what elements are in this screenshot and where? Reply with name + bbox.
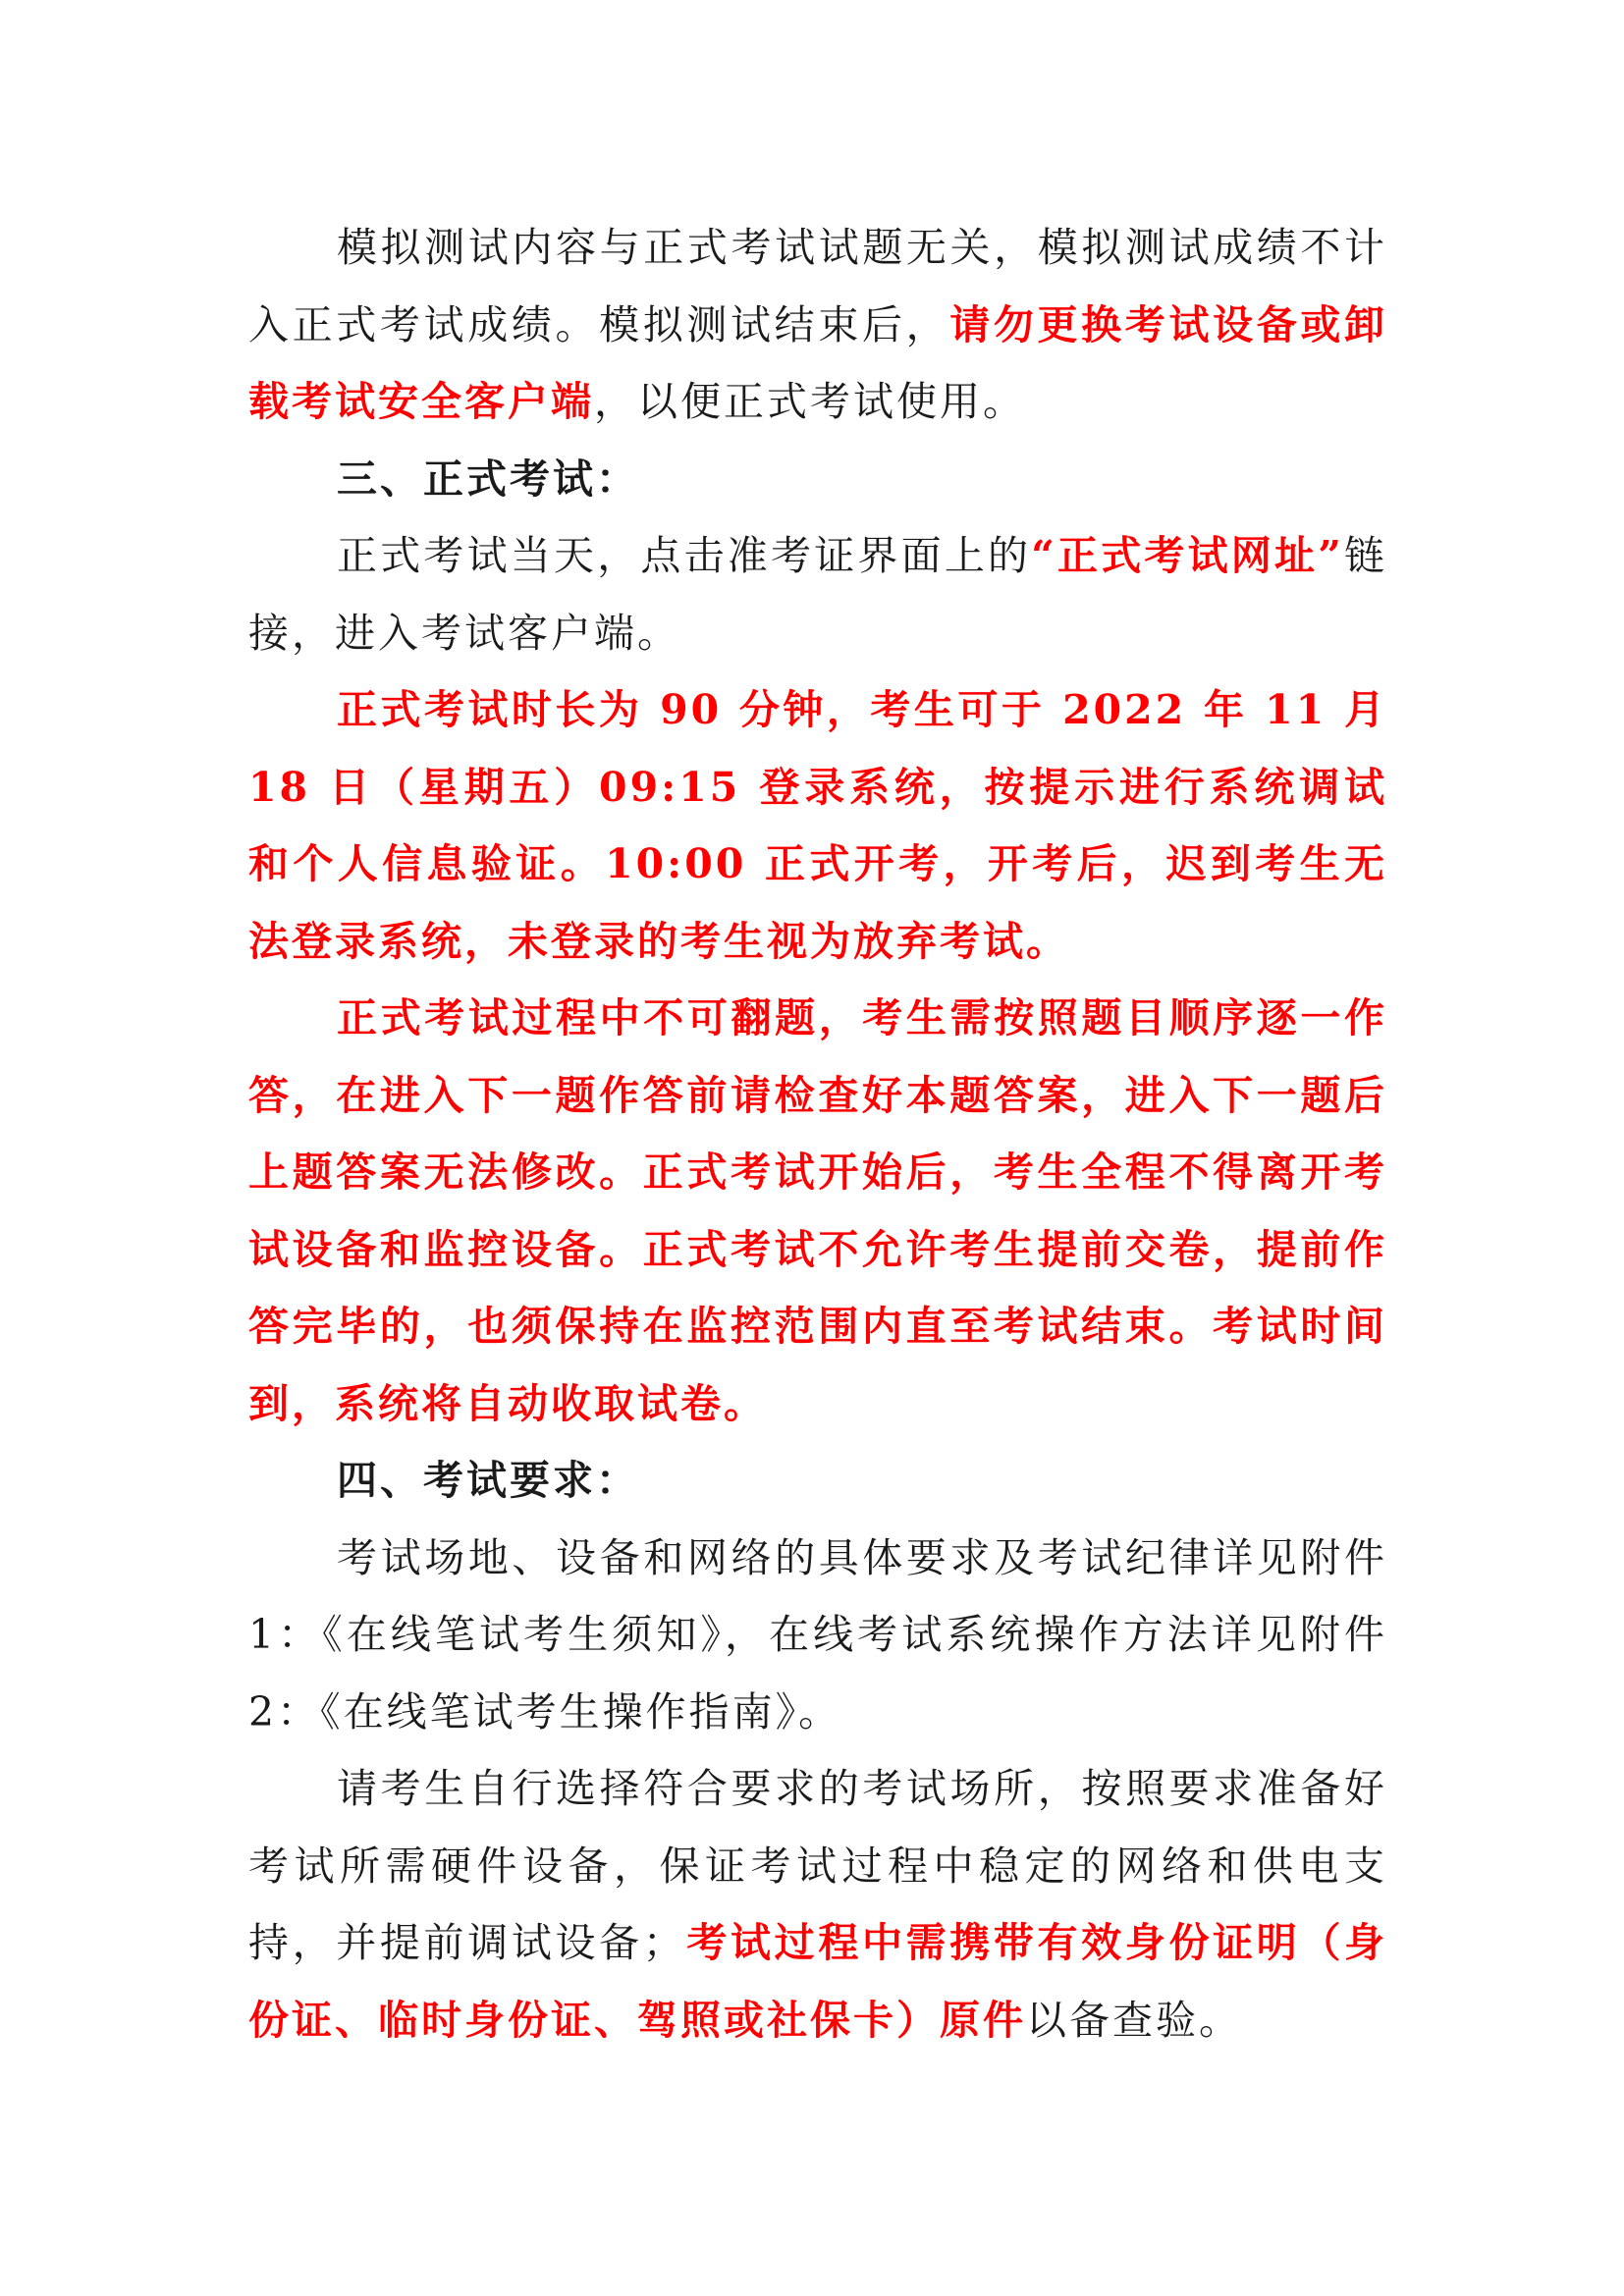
document-page [248, 209, 1387, 2058]
emphasis-text: “正式考试网址” [1031, 532, 1344, 579]
emphasis-text: 考试过程中需携带有效身份证明（身份证、临时身份证、驾照或社保卡）原件 [248, 1919, 1388, 2044]
text-segment: 链接，进入考试客户端。 [248, 532, 1387, 657]
text-segment: 以备查验。 [1026, 1996, 1242, 2044]
section-heading-exam-requirements: 四、考试要求： [337, 1457, 639, 1504]
paragraph-mock-test-note [248, 209, 1387, 441]
paragraph-attachments: 考试场地、设备和网络的具体要求及考试纪律详见附件1：《在线笔试考生须知》，在线考试系统操作方法详见附件 2：《在线笔试考生操作指南》。 [248, 1533, 1387, 1735]
paragraph-preparation [248, 1750, 1387, 2058]
paragraph-formal-exam-link [248, 517, 1387, 671]
text-segment: ，以便正式考试使用。 [594, 378, 1026, 425]
paragraph-exam-schedule: 正式考试时长为 90 分钟，考生可于 2022 年 11 月 18 日（星期五）09:15 登录系统，按提示进行系统调试和个人信息验证。10:00 正式开考，开考后，迟到考生无法登录系统，未登录的考生视为放弃考试。 [248, 686, 1387, 965]
section-heading-formal-exam: 三、正式考试： [337, 454, 639, 503]
paragraph-exam-rules: 正式考试过程中不可翻题，考生需按照题目顺序逐一作答，在进入下一题作答前请检查好本题答案，进入下一题后上题答案无法修改。正式考试开始后，考生全程不得离开考试设备和监控设备。正式考试不允许考生提前交卷，提前作答完毕的，也须保持在监控范围内直至考试结束。考试时间到，系统将自动收取试卷。 [248, 994, 1387, 1427]
emphasis-text: 请勿更换考试设备或卸载考试安全客户端 [248, 300, 1388, 425]
text-segment: 模拟测试内容与正式考试试题无关，模拟测试成绩不计入正式考试成绩。模拟测试结束后， [248, 224, 1387, 348]
text-segment: 请考生自行选择符合要求的考试场所，按照要求准备好考试所需硬件设备，保证考试过程中稳定的网络和供电支持，并提前调试设备； [248, 1765, 1387, 1966]
text-segment: 正式考试当天，点击准考证界面上的 [337, 532, 1032, 579]
